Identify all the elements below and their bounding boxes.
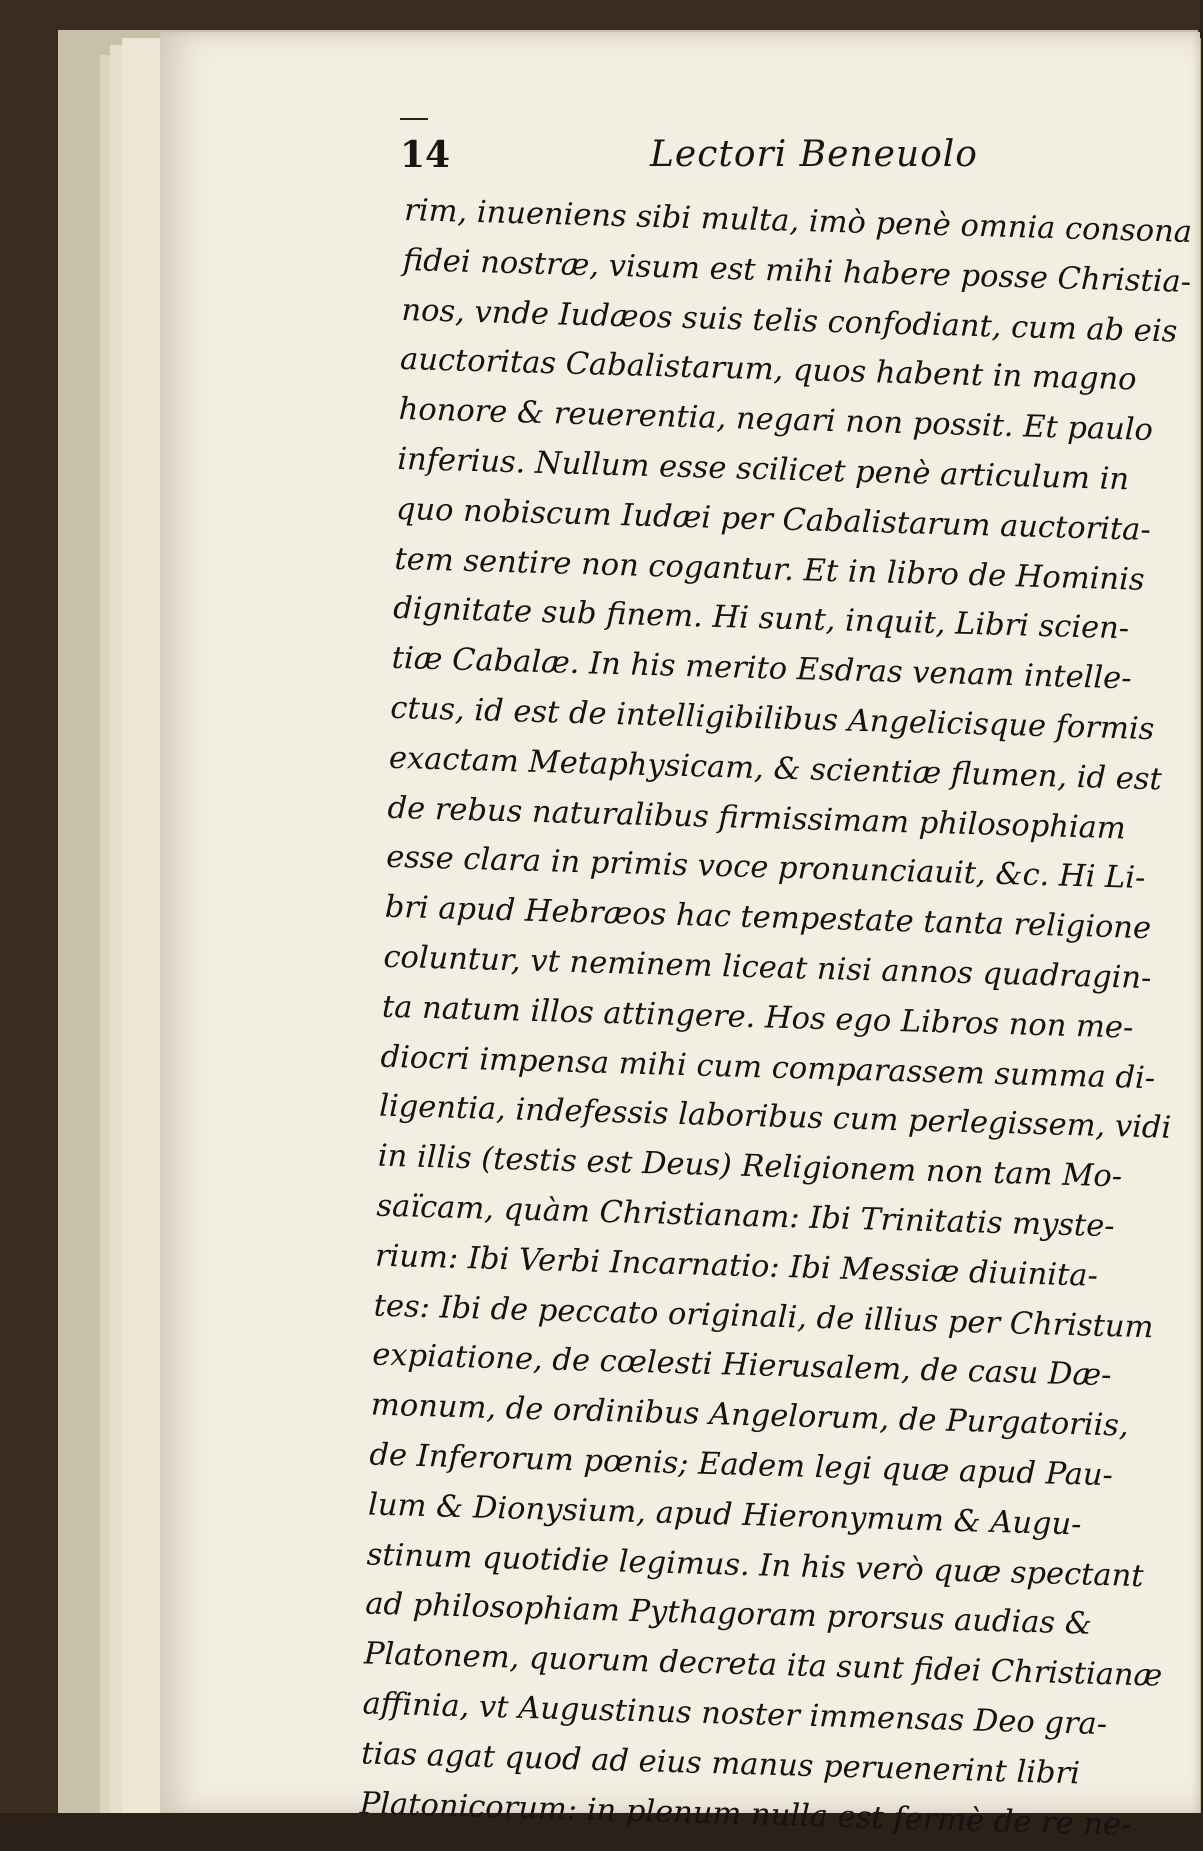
text-line: monum, de ordinibus Angelorum, de Purgatoriis,: [370, 1387, 1130, 1444]
text-line: tem sentire non cogantur. Et in libro de Hominis: [394, 541, 1145, 598]
text-line: fidei nostræ, visum est mihi habere posse Christia-: [402, 242, 1192, 300]
text-line: ta natum illos attingere. Hos ego Libros non me-: [381, 989, 1134, 1046]
text-line: nos, vnde Iudæos suis telis confodiant, cum ab eis: [401, 292, 1178, 350]
text-line: coluntur, vt neminem liceat nisi annos quadragin-: [382, 939, 1152, 997]
text-line: honore & reuerentia, negari non possit. Et paulo: [398, 392, 1154, 449]
text-line: bri apud Hebræos hac tempestate tanta religione: [384, 889, 1152, 947]
text-line: rium: Ibi Verbi Incarnatio: Ibi Messiæ diuinita-: [374, 1238, 1099, 1294]
text-line: Platonem, quorum decreta ita sunt fidei Christianæ: [363, 1636, 1163, 1694]
text-line: quo nobiscum Iudæi per Cabalistarum auctorita-: [395, 491, 1152, 548]
text-line: affinia, vt Augustinus noster immensas Deo gra-: [362, 1686, 1108, 1743]
text-line: lum & Dionysium, apud Hieronymum & Augu-: [367, 1487, 1083, 1543]
text-line: tiæ Cabalæ. In his merito Esdras venam intelle-: [391, 640, 1133, 697]
text-line: tes: Ibi de peccato originali, de illius per Christum: [373, 1288, 1154, 1345]
text-line: esse clara in primis voce pronunciauit, &c. Hi Li-: [385, 840, 1146, 897]
text-line: tias agat quod ad eius manus peruenerint libri: [360, 1736, 1081, 1792]
text-line: ctus, id est de intelligibilibus Angelicisque formis: [389, 690, 1155, 748]
text-line: inferius. Nullum esse scilicet penè articulum in: [396, 441, 1130, 498]
printer-rule: [400, 118, 428, 120]
text-line: ad philosophiam Pythagoram prorsus audias &: [364, 1586, 1093, 1643]
text-line: rim, inueniens sibi multa, imò penè omnia consona: [403, 192, 1193, 250]
text-line: in illis (testis est Deus) Religionem non tam Mo-: [377, 1138, 1123, 1195]
text-line: saïcam, quàm Christianam: Ibi Trinitatis myste-: [376, 1188, 1116, 1245]
page-number: 14: [400, 134, 451, 176]
text-line: de rebus naturalibus firmissimam philosophiam: [387, 790, 1127, 846]
running-head: Lectori Beneuolo: [650, 134, 978, 175]
text-line: stinum quotidie legimus. In his verò quæ spectant: [366, 1536, 1145, 1594]
text-line: exactam Metaphysicam, & scientiæ flumen, id est: [388, 740, 1163, 798]
text-line: expiatione, de cœlesti Hierusalem, de casu Dæ-: [371, 1337, 1112, 1394]
text-line: de Inferorum pœnis; Eadem legi quæ apud Pau-: [369, 1437, 1114, 1494]
text-line: Platonicorum: in plenum nulla est fermè de re ne-: [359, 1785, 1132, 1843]
page-header: [400, 128, 1020, 184]
text-line: auctoritas Cabalistarum, quos habent in magno: [399, 342, 1137, 398]
text-line: ligentia, indefessis laboribus cum perlegissem, vidi: [378, 1088, 1172, 1147]
text-line: diocri impensa mihi cum comparassem summa di-: [380, 1039, 1156, 1096]
body-text: [359, 186, 1193, 1849]
text-line: dignitate sub finem. Hi sunt, inquit, Libri scien-: [392, 591, 1130, 647]
